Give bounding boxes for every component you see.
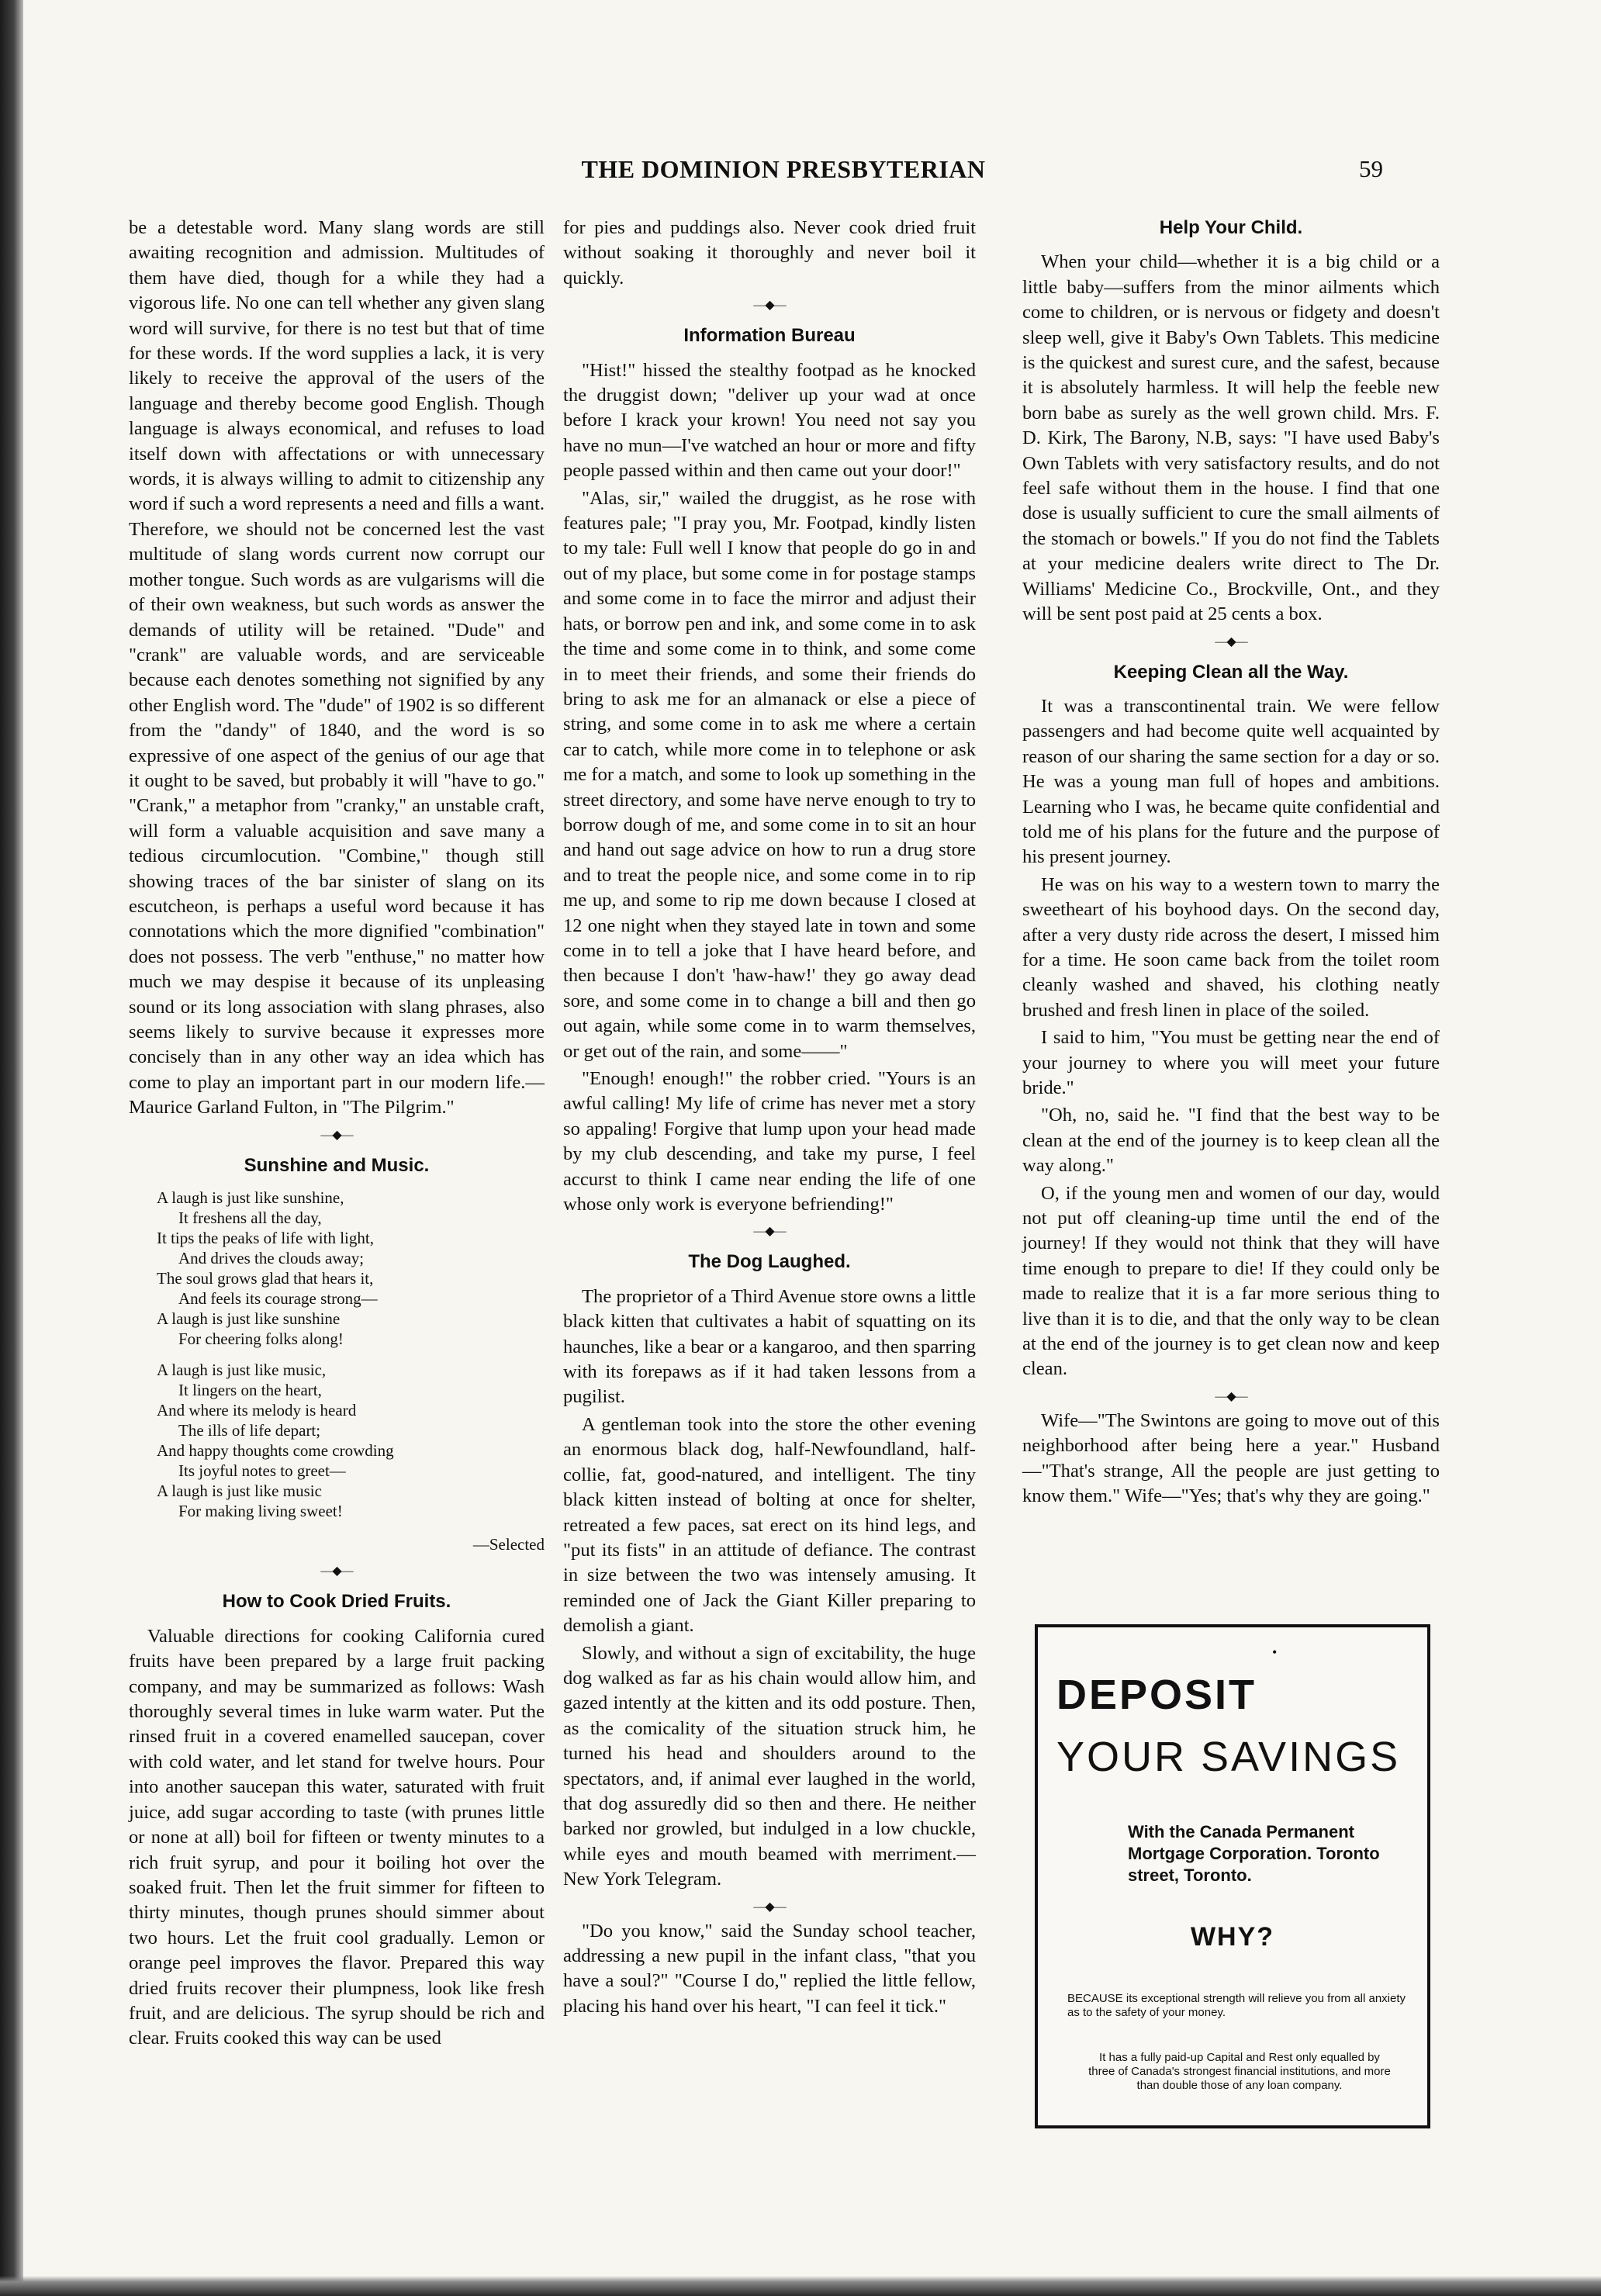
dog-laughed-title: The Dog Laughed. bbox=[688, 1251, 851, 1273]
poem-line: A laugh is just like sunshine bbox=[157, 1309, 341, 1329]
dog-paragraph: A gentleman took into the store the other evening an enormous black dog, half-Newfoundland, half-collie, fat, good-natured, and intelligent. The tiny black kitten instead of bolting at once for shelter, retreated a few paces, sat erect on its hind legs, and "put its fists" in an attitude of defiance. The contrast in size between the two was intensely amusing. It reminded one of Jack the Giant Killer preparing to demolish a giant. bbox=[563, 1413, 976, 1637]
wife-husband-joke: Wife—"The Swintons are going to move out of this neighborhood after being here a year." Husband—"That's strange, All the people are just getting to know them." Wife—"Yes; that's why they are going." bbox=[1022, 1409, 1440, 1507]
slang-article-text: be a detestable word. Many slang words are still awaiting recognition and admission. Multitudes of them have died, though for a while they had a vigorous life. No one can tell whether any given slang word will survive, for there is no test but that of time for these words. If the word supplies a lack, it is very likely to receive the approval of the users of the language and thereby become good English. Though language is always economical, and refuses to load itself down with affectations or with unnecessary words, it is always willing to admit to citizenship any word if such a word represents a need and fills a want. Therefore, we should not be concerned lest the vast multitude of slang words current now corrupt our mother tongue. Such words as are vulgarisms will die of their own weakness, but such words as answer the demands of utility will be retained. "Dude" and "crank" are valuable words, and are serviceable because each denotes something not signified by any other English word. The "dude" of 1902 is so different from the "dandy" of 1840, and the word is so expressive of one aspect of the genius of our age that it ought to be saved, but probably it will "have to go." "Crank," a metaphor from "cranky," an unstable craft, will form a valuable acquisition and save many a tedious circumlocution. "Combine," though still showing traces of the bar sinister of slang on its escutcheon, is perhaps a useful word because it has connotations which the more dignified "combination" does not possess. The verb "enthuse," no matter how much we may despise it because of its unpleasing sound or its long association with slang phrases, also seems likely to survive because it expresses more concisely than in any other way an idea which has come to play an important part in our modern life.—Maurice Garland Fulton, in "The Pilgrim." bbox=[129, 217, 545, 1119]
poem-line: A laugh is just like music bbox=[157, 1482, 322, 1501]
information-bureau-title: Information Bureau bbox=[683, 325, 856, 347]
ad-headline-deposit: DEPOSIT bbox=[1056, 1672, 1257, 1718]
ornament-divider: —◆— bbox=[1215, 635, 1247, 648]
column-2 bbox=[563, 216, 976, 2021]
dog-paragraph: Slowly, and without a sign of excitability, the huge dog walked as far as his chain would allow him, and gazed intently at the kitten and its odd posture. Then, as the comicality of the situation struck him, he turned his head and shoulders around to the spectators, and, if animal ever laughed in the world, that dog assuredly did so then and there. He neither barked nor growled, but indulged in a low chuckle, while eyes and mouth beamed with merriment.—New York Telegram. bbox=[563, 1642, 976, 1890]
ornament-divider: —◆— bbox=[753, 1225, 786, 1239]
poem-stanza-1 bbox=[157, 1188, 545, 1349]
poem-line: It lingers on the heart, bbox=[178, 1381, 322, 1400]
ad-top-mark: • bbox=[1272, 1644, 1278, 1660]
ornament-divider: —◆— bbox=[753, 299, 786, 313]
scan-edge-left bbox=[0, 0, 23, 2296]
poem-line: For cheering folks along! bbox=[178, 1330, 344, 1349]
page-number: 59 bbox=[1359, 155, 1383, 182]
poem-line: It freshens all the day, bbox=[178, 1209, 322, 1228]
sunday-school-joke: "Do you know," said the Sunday school teacher, addressing a new pupil in the infant class, "that you have a soul?" "Course I do," replied the little fellow, placing his hand over his heart, "I can feel it tick." bbox=[563, 1920, 976, 2017]
poem-line: The soul grows glad that hears it, bbox=[157, 1269, 374, 1288]
running-head: THE DOMINION PRESBYTERIAN bbox=[581, 155, 986, 183]
help-your-child-title: Help Your Child. bbox=[1159, 217, 1303, 238]
ornament-divider: —◆— bbox=[753, 1900, 786, 1914]
poem-line: Its joyful notes to greet— bbox=[178, 1461, 346, 1481]
dog-paragraph: The proprietor of a Third Avenue store owns a little black kitten that cultivates a habit of squatting on its haunches, like a bear or a kangaroo, and then sparring with its forepaws as if it had taken lessons from a pugilist. bbox=[563, 1285, 976, 1408]
keeping-paragraph: O, if the young men and women of our day, would not put off cleaning-up time until the end of the journey! If they would not think that they will have time enough to prepare to die! If they could only be made to realize that it is a far more serious thing to live than it is to die, and that the only way to be clean at the end of the journey is to get clean now and keep clean. bbox=[1022, 1182, 1440, 1380]
poem-line: The ills of life depart; bbox=[178, 1421, 321, 1440]
scan-edge-bottom bbox=[0, 2276, 1601, 2296]
ad-subtitle: With the Canada Permanent Mortgage Corporation. Toronto street, Toronto. bbox=[1128, 1822, 1380, 1885]
poem-line: And where its melody is heard bbox=[157, 1401, 357, 1420]
help-your-child-text: When your child—whether it is a big child or a little baby—suffers from the minor ailments which come to children, or is nervous or fidgety and doesn't sleep well, give it Baby's Own Tablets. This medicine is the quickest and surest cure, and the safest, because it is absolutely harmless. It will help the feeble new born babe as surely as the well grown child. Mrs. F. D. Kirk, The Barony, N.B, says: "I have used Baby's Own Tablets with very satisfactory results, and do not feel safe without them in the house. I find that one dose is usually sufficient to cure the small ailments of the stomach or bowels." If you do not find the Tablets at your medicine dealers write direct to The Dr. Williams' Medicine Co., Brockville, Ont., and they will be sent post paid at 25 cents a box. bbox=[1022, 251, 1440, 625]
keeping-paragraph: "Oh, no, said he. "I find that the best way to be clean at the end of the journey is to keep clean all the way along." bbox=[1022, 1105, 1440, 1177]
dried-fruits-text: Valuable directions for cooking California cured fruits have been prepared by a large fruit packing company, and may be summarized as follows: Wash thoroughly several times in luke warm water. Put the rinsed fruit in a covered enamelled saucepan, cover with cold water, and let stand for twelve hours. Pour into another saucepan this water, saturated with fruit juice, add sugar according to taste (with prunes little or none at all) boil for fifteen or twenty minutes to a rich fruit syrup, and pour it boiling hot over the soaked fruit. Then let the fruit simmer for fifteen to thirty minutes, though prunes should simmer about two hours. Let the fruit cool gradually. Lemon or orange peel improves the flavor. Prepared this way dried fruits recover their plumpness, look like fresh fruit, and are delicious. The syrup should be rich and clear. Fruits cooked this way can be used bbox=[129, 1625, 545, 2049]
poem-stanza-2 bbox=[157, 1360, 545, 1521]
ad-because-text: BECAUSE its exceptional strength will relieve you from all anxiety as to the safety of your money. bbox=[1067, 1992, 1406, 2019]
poem-line: And happy thoughts come crowding bbox=[157, 1441, 394, 1461]
dried-fruits-title: How to Cook Dried Fruits. bbox=[222, 1591, 451, 1613]
ornament-divider: —◆— bbox=[1215, 1389, 1247, 1403]
ornament-divider: —◆— bbox=[320, 1565, 353, 1578]
poem-line: A laugh is just like sunshine, bbox=[157, 1188, 344, 1208]
poem-credit: —Selected bbox=[472, 1535, 545, 1554]
poem-line: And drives the clouds away; bbox=[178, 1249, 365, 1268]
dried-fruits-continued: for pies and puddings also. Never cook dried fruit without soaking it thoroughly and never boil it quickly. bbox=[563, 217, 976, 289]
ad-headline-savings: YOUR SAVINGS bbox=[1056, 1734, 1401, 1780]
deposit-savings-advertisement bbox=[1035, 1624, 1430, 2128]
ad-why: WHY? bbox=[1190, 1922, 1275, 1952]
ad-capital-text: It has a fully paid-up Capital and Rest only equalled by three of Canada's strongest financial institutions, and more than double those of any loan company. bbox=[1088, 2051, 1391, 2092]
poem-line: It tips the peaks of life with light, bbox=[157, 1229, 374, 1248]
sunshine-title: Sunshine and Music. bbox=[244, 1154, 430, 1176]
info-paragraph: "Alas, sir," wailed the druggist, as he rose with features pale; "I pray you, Mr. Footpad, kindly listen to my tale: Full well I know that people do go in and out of my place, but some come in for postage stamps and some come in to face the mirror and adjust their hats, or borrow pen and ink, and some come in to ask the time and some come in to think, and some come in to meet their friends, and some their friends do bring to ask me for an almanack or else a piece of string, and some come in to ask me where a certain car to catch, while more come in to telephone or ask me for a match, and some to look up something in the street directory, and some have nerve enough to try to borrow dough of me, and some come in to sit an hour and hand out sage advice on how to run a drug store and to treat the people nice, and some come in to rip me up, and some to rip me down because I closed at 12 one night when they stayed late in town and some come in to tell a joke that I have heard before, and then because I don't 'haw-haw!' they go away dead sore, and some come in to change a bill and then go out again, while some come in to warm themselves, or get out of the rain, and some——" bbox=[563, 487, 976, 1062]
poem-line: And feels its courage strong— bbox=[178, 1289, 378, 1309]
ornament-divider: —◆— bbox=[320, 1128, 353, 1142]
keeping-clean-title: Keeping Clean all the Way. bbox=[1113, 661, 1349, 683]
poem-line: For making living sweet! bbox=[178, 1502, 343, 1521]
keeping-paragraph: I said to him, "You must be getting near the end of your journey to where you will meet your future bride." bbox=[1022, 1027, 1440, 1098]
sunshine-poem bbox=[129, 1188, 545, 1521]
poem-line: A laugh is just like music, bbox=[157, 1361, 327, 1380]
column-1 bbox=[129, 216, 545, 2054]
info-paragraph: "Hist!" hissed the stealthy footpad as he knocked the druggist down; "deliver up your wad at once before I krack your krown! You need not say you have no mun—I've watched an hour or more and fifty people passed within and then came out your door!" bbox=[563, 359, 976, 482]
info-paragraph: "Enough! enough!" the robber cried. "Yours is an awful calling! My life of crime has never met a story so appaling! Forgive that lump upon your head made by my club descending, and take my purse, I feel accurst to think I came near ending the life of one whose only work is everyone befriending!" bbox=[563, 1068, 976, 1215]
column-3 bbox=[1022, 216, 1440, 1512]
keeping-paragraph: He was on his way to a western town to marry the sweetheart of his boyhood days. On the second day, after a very dusty ride across the desert, I missed him for a time. He soon came back from the toilet room cleanly washed and shaved, his clothing neatly brushed and fresh linen in place of the soiled. bbox=[1022, 873, 1440, 1021]
keeping-paragraph: It was a transcontinental train. We were fellow passengers and had become quite well acquainted by reason of our sharing the same section for a day or so. He was a young man full of hopes and ambitions. Learning who I was, he became quite confidential and told me of his plans for the future and the purpose of his present journey. bbox=[1022, 695, 1440, 868]
